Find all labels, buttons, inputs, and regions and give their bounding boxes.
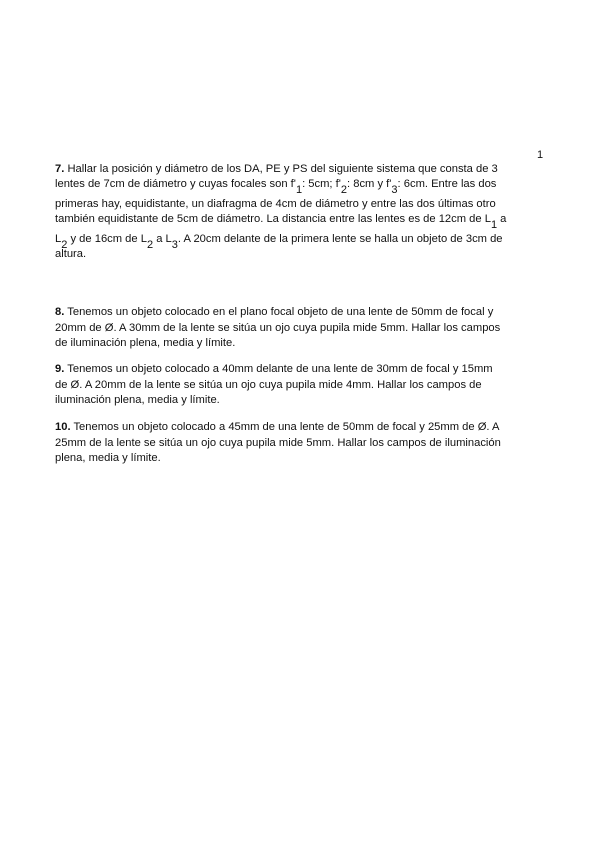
problem-9-line-3: iluminación plena, media y límite. — [55, 394, 220, 406]
problem-9-number: 9. — [55, 363, 65, 375]
problem-7-text-4b: a — [497, 213, 507, 225]
problem-9 — [55, 362, 545, 409]
problem-7-number: 7. — [55, 163, 65, 175]
problem-8-line-3: de iluminación plena, media y límite. — [55, 337, 236, 349]
problem-7-line-2 — [55, 177, 545, 196]
subscript: 3 — [171, 239, 178, 251]
problem-10 — [55, 420, 545, 467]
problem-10-text-1: Tenemos un objeto colocado a 45mm de una lente de 50mm de focal y 25mm de Ø. A — [70, 421, 500, 433]
problem-7-text-2b: : 5cm; f' — [302, 178, 341, 190]
problem-8 — [55, 305, 545, 352]
problem-7-text-2c: : 8cm y f' — [347, 178, 392, 190]
problem-7-text-4a: también equidistante de 5cm de diámetro. La distancia entre las lentes es de 12cm de L — [55, 213, 491, 225]
problem-7-line-3: primeras hay, equidistante, un diafragma de 4cm de diámetro y entre las dos últimas otro — [55, 198, 496, 210]
problem-7-text-5b: y de 16cm de L — [67, 233, 147, 245]
problem-10-line-3: plena, media y límite. — [55, 452, 161, 464]
problem-8-number: 8. — [55, 306, 65, 318]
problem-7 — [55, 162, 545, 262]
problem-8-line-1 — [55, 305, 545, 321]
problem-8-text-1: Tenemos un objeto colocado en el plano focal objeto de una lente de 50mm de focal y — [64, 306, 494, 318]
page-number: 1 — [537, 149, 544, 161]
subscript: 1 — [490, 219, 498, 231]
subscript: 2 — [146, 239, 154, 251]
problem-10-line-2: 25mm de la lente se sitúa un ojo cuya pupila mide 5mm. Hallar los campos de iluminación — [55, 436, 501, 449]
problem-7-text-5d: . A 20cm delante de la primera lente se halla un objeto de 3cm de — [177, 233, 503, 245]
problem-9-line-2: de Ø. A 20mm de la lente se sitúa un ojo cuya pupila mide 4mm. Hallar los campos de — [55, 378, 482, 391]
subscript: 2 — [340, 184, 347, 196]
problem-10-number: 10. — [55, 421, 71, 433]
problem-7-text-1: Hallar la posición y diámetro de los DA, PE y PS del siguiente sistema que consta de 3 — [67, 163, 498, 175]
problem-9-text-1: Tenemos un objeto colocado a 40mm delante de una lente de 30mm de focal y 15mm — [64, 363, 493, 375]
problem-9-line-1 — [55, 362, 545, 378]
subscript: 2 — [61, 239, 68, 251]
problem-7-line-5 — [55, 232, 545, 251]
problem-8-line-2: 20mm de Ø. A 30mm de la lente se sitúa un ojo cuya pupila mide 5mm. Hallar los campos — [55, 321, 501, 334]
problem-7-text-2d: : 6cm. Entre las dos — [397, 178, 497, 190]
subscript: 3 — [391, 184, 398, 196]
subscript: 1 — [295, 184, 303, 196]
problem-7-text-5c: a L — [153, 233, 172, 245]
problem-7-text-2a: lentes de 7cm de diámetro y cuyas focales son f' — [55, 178, 296, 190]
problem-10-line-1 — [55, 420, 545, 436]
problem-7-line-6: altura. — [55, 248, 87, 260]
problem-7-line-4 — [55, 212, 545, 231]
problem-7-line-1 — [55, 162, 545, 177]
problem-7-text-5a: L — [55, 233, 62, 245]
